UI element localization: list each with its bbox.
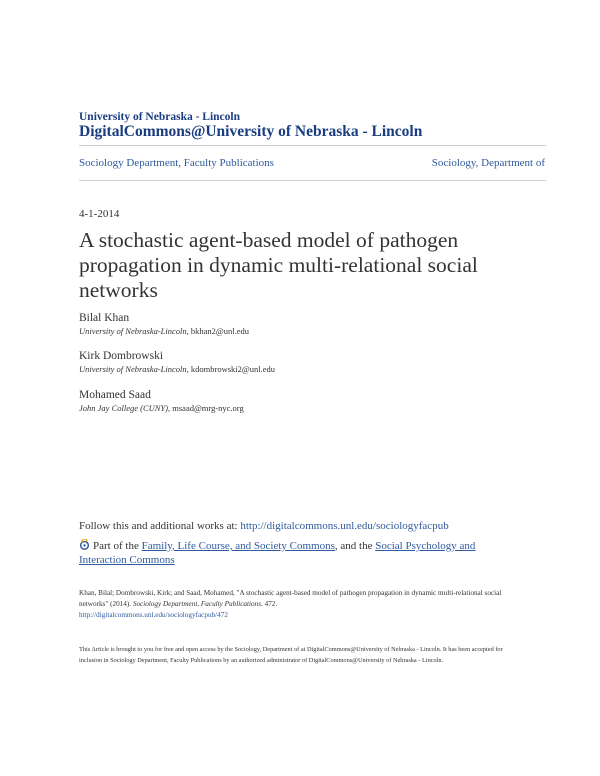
author-name: Bilal Khan [79, 312, 130, 324]
citation-link[interactable]: http://digitalcommons.unl.edu/sociologyfacpub/472 [79, 611, 228, 619]
access-notice: This Article is brought to you for free and open access by the Sociology, Department of at DigitalCommons@University of Nebraska - Lincoln. It has been accepted for inclusion in Sociology Department, Faculty Publications by an authorized administrator of DigitalCommons@University of Nebraska - Lincoln. [79, 646, 503, 664]
article-title: A stochastic agent-based model of pathogen propagation in dynamic multi-relational social networks [79, 228, 478, 302]
follow-link[interactable]: http://digitalcommons.unl.edu/sociologyfacpub [240, 520, 449, 532]
series-link[interactable]: Sociology Department, Faculty Publications [79, 157, 274, 169]
social-psychology-commons-link[interactable]: Social Psychology and Interaction Commons [79, 540, 476, 566]
open-access-icon [79, 539, 90, 550]
author-email[interactable]: , msaad@mrg-nyc.org [168, 403, 244, 413]
follow-line [79, 520, 449, 532]
follow-text: Follow this and additional works at: [79, 520, 241, 532]
publication-date: 4-1-2014 [79, 208, 120, 220]
family-life-course-commons-link[interactable]: Family, Life Course, and Society Commons [141, 540, 335, 552]
author-block [79, 388, 244, 414]
author-block [79, 349, 275, 375]
institution-name: University of Nebraska - Lincoln [79, 111, 240, 123]
department-link[interactable]: Sociology, Department of [431, 157, 545, 169]
author-name: Kirk Dombrowski [79, 350, 164, 362]
author-affiliation: John Jay College (CUNY), msaad@mrg-nyc.org [79, 403, 244, 413]
part-of-line: Part of the Family, Life Course, and Society Commons, and the Social Psychology and Interaction Commons [79, 540, 476, 566]
author-affiliation: University of Nebraska-Lincoln, kdombrowski2@unl.edu [79, 364, 275, 374]
header-divider-bottom [79, 180, 546, 181]
repository-name[interactable]: DigitalCommons@University of Nebraska - Lincoln [79, 123, 423, 140]
author-affiliation: University of Nebraska-Lincoln, bkhan2@unl.edu [79, 326, 250, 336]
author-email[interactable]: , kdombrowski2@unl.edu [186, 364, 275, 374]
author-name: Mohamed Saad [79, 389, 151, 401]
author-block [79, 311, 249, 337]
header-divider-top [79, 145, 546, 146]
author-email[interactable]: , bkhan2@unl.edu [186, 326, 250, 336]
citation-block: Khan, Bilal; Dombrowski, Kirk; and Saad, Mohamed, "A stochastic agent-based model of pathogen propagation in dynamic multi-relational social networks" (2014). Sociology Department, Faculty Publications. 472. http://digitalcommons.unl.edu/sociologyfacpub/472 [79, 589, 502, 619]
